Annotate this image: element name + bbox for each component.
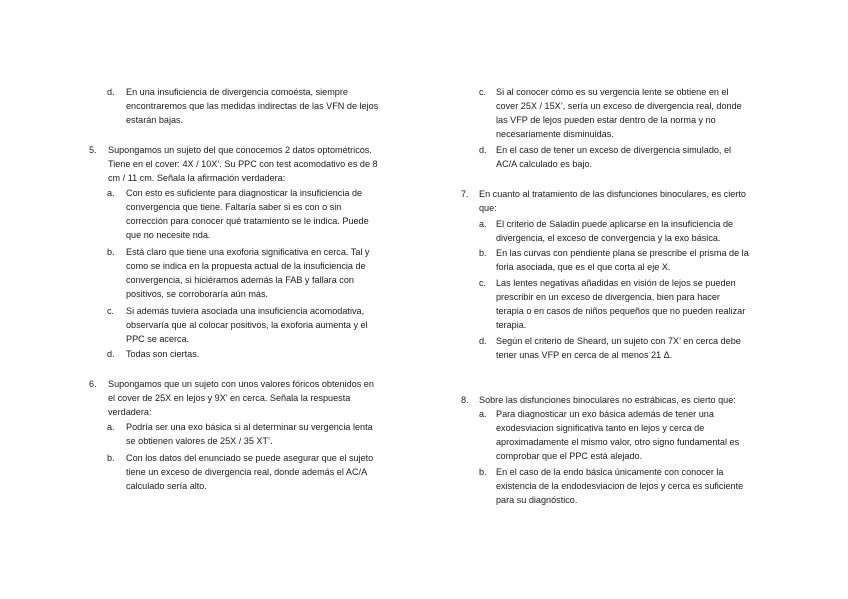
- option-text: [496, 85, 819, 141]
- option-letter: b.: [479, 248, 487, 258]
- text-line: En el caso de tener un exceso de divergencia simulado, el: [496, 145, 732, 155]
- text-line: En cuanto al tratamiento de las disfunciones binoculares, es cierto: [479, 189, 746, 199]
- text-line: tener unas VFP en cerca de al menos 21 Δ.: [496, 350, 673, 360]
- text-line: Supongamos un sujeto del que conocemos 2 datos optométricos.: [108, 145, 372, 155]
- text-line: AC/A calculado es bajo.: [496, 159, 593, 169]
- q6-option-d: [479, 143, 819, 171]
- q6-option-b: [107, 451, 417, 493]
- option-letter: d.: [479, 336, 487, 346]
- text-line: convergencia que tiene. Faltaría saber si es con o sin: [126, 202, 342, 212]
- option-text: [496, 334, 829, 362]
- text-line: calculado sería alto.: [126, 481, 207, 491]
- text-line: foria asociada, que es el que corta al eje X.: [496, 262, 671, 272]
- question-stem: [108, 377, 419, 419]
- text-line: El criterio de Saladin puede aplicarse en la insuficiencia de: [496, 219, 734, 229]
- option-letter: c.: [107, 306, 115, 316]
- text-line: positivos, se corroboraría aún más.: [126, 289, 269, 299]
- text-line: divergencia, el exceso de convergencia y la exo básica.: [496, 233, 721, 243]
- text-line: estarán bajas.: [126, 115, 184, 125]
- text-line: Con esto es suficiente para diagnosticar la insuficiencia de: [126, 188, 363, 198]
- text-line: para su diagnóstico.: [496, 495, 578, 505]
- option-text: [126, 420, 417, 448]
- text-line: existencia de la endodesviacion de lejos y cerca es suficiente: [496, 481, 744, 491]
- q5-option-d: [107, 347, 417, 361]
- text-line: Supongamos que un sujeto con unos valores fóricos obtenidos en: [108, 379, 374, 389]
- option-text: [126, 186, 417, 242]
- text-line: cover 25X / 15X’, sería un exceso de divergencia real, donde: [496, 101, 742, 111]
- text-line: Con los datos del enunciado se puede asegurar que el sujeto: [126, 453, 374, 463]
- q5-option-b: [107, 245, 417, 301]
- question-stem: [108, 143, 419, 185]
- text-line: PPC se acerca.: [126, 334, 190, 344]
- text-line: como se indica en la propuesta actual de la insuficiencia de: [126, 261, 366, 271]
- text-line: cm / 11 cm. Señala la afirmación verdadera:: [108, 173, 286, 183]
- option-text: [496, 276, 829, 332]
- question-5: [89, 143, 419, 185]
- text-line: prescribir en un exceso de divergencia, bien para hacer: [496, 292, 720, 302]
- q7-option-c: [479, 276, 829, 332]
- option-letter: d.: [479, 145, 487, 155]
- text-line: terapia o en casos de niños pequeños que no pueden realizar: [496, 306, 746, 316]
- text-line: encontraremos que las medidas indirectas de las VFN de lejos: [126, 101, 379, 111]
- option-letter: d.: [107, 349, 115, 359]
- q6-option-a: [107, 420, 417, 448]
- option-letter: a.: [479, 219, 487, 229]
- q8-option-a: [479, 407, 829, 463]
- text-line: Si además tuviera asociada una insuficiencia acomodativa,: [126, 306, 365, 316]
- text-line: que no necesite nda.: [126, 230, 211, 240]
- text-line: las VFP de lejos pueden estar dentro de la norma y no: [496, 115, 716, 125]
- option-text: [126, 347, 417, 361]
- option-text: [496, 217, 829, 245]
- q7-option-a: [479, 217, 829, 245]
- q5-option-c: [107, 304, 417, 346]
- option-text: [126, 451, 417, 493]
- question-7: [461, 187, 831, 215]
- option-letter: c.: [479, 278, 487, 288]
- text-line: Para diagnosticar un exo básica además de tener una: [496, 409, 714, 419]
- question-number: 6.: [89, 379, 97, 389]
- option-text: [126, 304, 417, 346]
- text-line: Las lentes negativas añadidas en visión de lejos se pueden: [496, 278, 736, 288]
- option-text: [126, 245, 417, 301]
- text-line: convergencia, si hiciéramos además la FAB y fallara con: [126, 275, 354, 285]
- text-line: Si al conocer cómo es su vergencia lente se obtiene en el: [496, 87, 729, 97]
- q6-option-c: [479, 85, 819, 141]
- q5-option-a: [107, 186, 417, 242]
- option-letter: a.: [107, 188, 115, 198]
- option-text: [496, 407, 829, 463]
- text-line: Según el criterio de Sheard, un sujeto con 7X’ en cerca debe: [496, 336, 741, 346]
- text-line: comprobar que el PPC está alejado.: [496, 451, 643, 461]
- question-number: 5.: [89, 145, 97, 155]
- option-letter: b.: [107, 453, 115, 463]
- text-line: el cover de 25X en lejos y 9X’ en cerca. Señala la respuesta: [108, 393, 351, 403]
- text-line: terapia.: [496, 320, 527, 330]
- question-6: [89, 377, 419, 419]
- text-line: Todas son ciertas.: [126, 349, 200, 359]
- option-text: [496, 246, 829, 274]
- option-text: [496, 143, 819, 171]
- text-line: Tiene en el cover: 4X / 10X’. Su PPC con test acomodativo es de 8: [108, 159, 378, 169]
- option-letter: a.: [107, 422, 115, 432]
- question-stem: [479, 187, 831, 215]
- option-letter: b.: [479, 467, 487, 477]
- text-line: se obtienen valores de 25X / 35 XT’.: [126, 436, 273, 446]
- question-stem: [479, 393, 831, 407]
- option-letter: b.: [107, 247, 115, 257]
- text-line: verdadera:: [108, 407, 152, 417]
- q4-option-d: [107, 85, 417, 127]
- text-line: que:: [479, 203, 497, 213]
- q7-option-d: [479, 334, 829, 362]
- text-line: En una insuficiencia de divergencia comoésta, siempre: [126, 87, 348, 97]
- text-line: exodesviacion significativa tanto en lejos y cerca de: [496, 423, 705, 433]
- text-line: Sobre las disfunciones binoculares no estrábicas, es cierto que:: [479, 395, 736, 405]
- text-line: aproximadamente el mismo valor, otro signo fundamental es: [496, 437, 740, 447]
- option-letter: d.: [107, 87, 115, 97]
- option-text: [126, 85, 417, 127]
- option-letter: c.: [479, 87, 487, 97]
- text-line: corrección para conocer qué tratamiento se le indica. Puede: [126, 216, 369, 226]
- text-line: Está claro que tiene una exoforia significativa en cerca. Tal y: [126, 247, 370, 257]
- q7-option-b: [479, 246, 829, 274]
- question-number: 7.: [461, 189, 469, 199]
- text-line: En el caso de la endo básica únicamente con conocer la: [496, 467, 724, 477]
- text-line: En las curvas con pendiente plana se prescribe el prisma de la: [496, 248, 749, 258]
- question-8: [461, 393, 831, 407]
- text-line: Podría ser una exo básica si al determinar su vergencia lenta: [126, 422, 373, 432]
- option-letter: a.: [479, 409, 487, 419]
- text-line: observaría que al colocar positivos, la exoforia aumenta y el: [126, 320, 368, 330]
- q8-option-b: [479, 465, 829, 507]
- option-text: [496, 465, 829, 507]
- question-number: 8.: [461, 395, 469, 405]
- text-line: tiene un exceso de divergencia real, donde además el AC/A: [126, 467, 368, 477]
- text-line: necesariamente disminuidas.: [496, 129, 614, 139]
